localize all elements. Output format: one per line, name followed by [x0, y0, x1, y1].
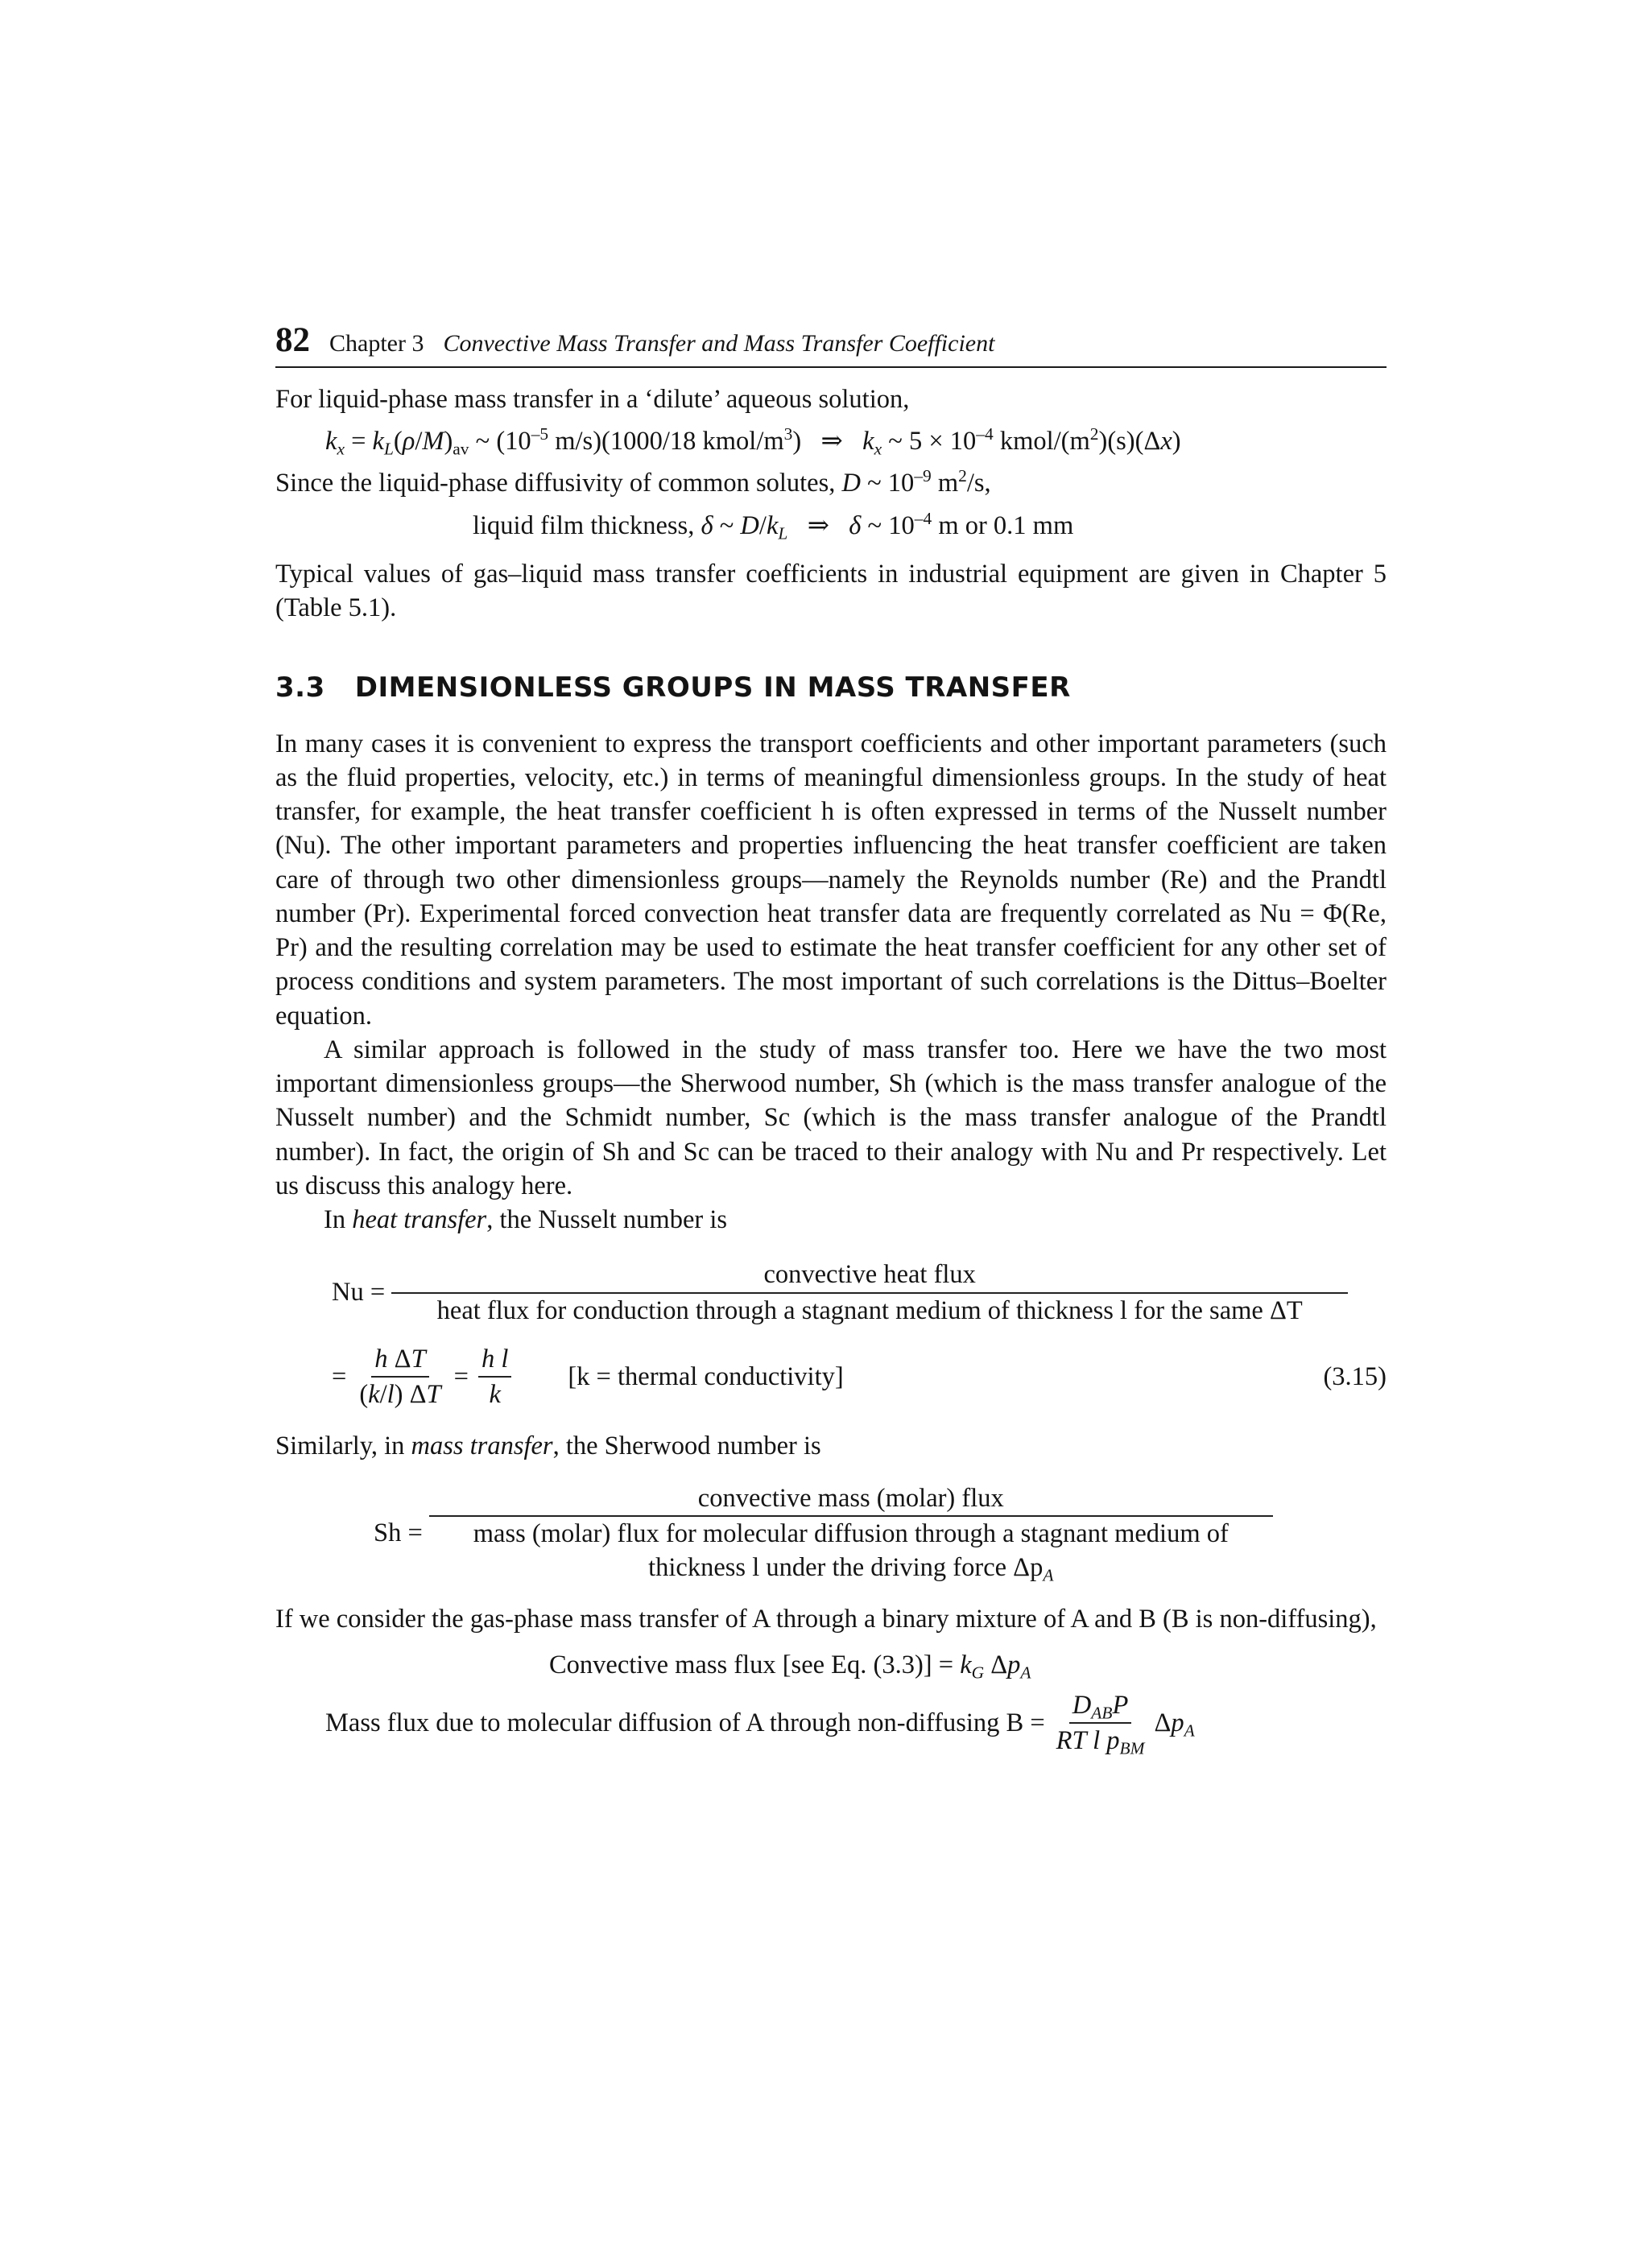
paragraph-2: A similar approach is followed in the study of mass transfer too. Here we have the two most important dimensionless groups—the Sherwood number, Sh (which is the mass transfer analogue of the Nusselt number) and the Schmidt number, Sc (which is the mass transfer analogue of the Prandtl number). In fact, the origin of Sh and Sc can be traced to their analogy with Nu and Pr respectively. Let us discuss this analogy here.: [275, 1035, 1387, 1200]
equation-film-thickness: liquid film thickness, δ ~ $D/k_L$ ⇒ δ ~ $10^{-4}$ m or 0.1 mm: [473, 508, 1074, 543]
page: [275, 318, 1387, 1758]
chapter-label: Chapter 3: [329, 330, 424, 357]
paragraph-1: In many cases it is convenient to express the transport coefficients and other important parameters (such as the fluid properties, velocity, etc.) in terms of meaningful dimensionless groups. In the study of heat transfer, for example, the heat transfer coefficient h is often expressed in terms of the Nusselt number (Nu). The other important parameters and properties influencing the heat transfer coefficient are taken care of through two other dimensionless groups—namely the Reynolds number (Re) and the Prandtl number (Pr). Experimental forced convection heat transfer data are frequently correlated as Nu = Φ(Re, Pr) and the resulting correlation may be used to estimate the heat transfer coefficient for any other set of process conditions and system parameters. The most important of such correlations is the Dittus–Boelter equation.: [275, 729, 1387, 1031]
section-title: DIMENSIONLESS GROUPS IN MASS TRANSFER: [354, 671, 1071, 704]
diffusion-flux-line: Mass flux due to molecular diffusion of A through non-diffusing B = $\frac{D_{AB}P}{RT l p_{BM}}$ $\Delta p_A$: [275, 1688, 1387, 1758]
gas-phase-paragraph: If we consider the gas-phase mass transfer of A through a binary mixture of A and B (B is non-diffusing),: [275, 1605, 1377, 1634]
equation-number: (3.15): [1323, 1361, 1387, 1391]
sh-numerator: convective mass (molar) flux: [429, 1481, 1273, 1517]
nu-numerator: convective heat flux: [391, 1258, 1348, 1293]
nu-lhs: Nu =: [332, 1278, 386, 1308]
chapter-title: Convective Mass Transfer and Mass Transfer Coefficient: [443, 330, 995, 357]
page-number: 82: [275, 321, 310, 359]
intro-line: For liquid-phase mass transfer in a ‘dilute’ aqueous solution,: [275, 384, 910, 414]
nu-denominator: heat flux for conduction through a stagnant medium of thickness l for the same ΔT: [436, 1295, 1303, 1325]
nu-note: [k = thermal conductivity]: [568, 1361, 844, 1391]
diffusivity-line: Since the liquid-phase diffusivity of common solutes, D ~ $10^{-9}$ $m^2/s$,: [275, 466, 991, 498]
convective-flux-line: Convective mass flux [see Eq. $(3.3)] = k_G$ $\Delta p_A$: [549, 1650, 1031, 1682]
section-number: 3.3: [275, 671, 325, 704]
mass-transfer-intro: Similarly, in mass transfer, the Sherwood number is: [275, 1431, 821, 1461]
nusselt-equation: Nu = convective heat flux heat flux for conduction through a stagnant medium of thickness l for the same ΔT = $\frac{\text{h ΔT}}{(k/l) \Delta T}$ = $\frac{\text{h l}}{k}$ [k = thermal conductivity] (3.15): [275, 1258, 1387, 1411]
sherwood-equation: [275, 1481, 1387, 1585]
heat-transfer-intro: In heat transfer, the Nusselt number is: [324, 1205, 728, 1235]
equation-kx: $k_x = k_L(\rho/M)_{av}$ ~ ($10^{-5}$ m/s)(1000/18 kmol/$m^3$) ⇒ $k_x$ ~ $5 \times 10^{-4}$ kmol/$(m^2)(s)(\Delta x)$: [325, 424, 1181, 459]
running-header: [275, 318, 1387, 368]
typical-values-paragraph: Typical values of gas–liquid mass transfer coefficients in industrial equipment are given in Chapter 5 (Table 5.1).: [275, 559, 1387, 623]
sh-denominator: mass (molar) flux for molecular diffusion through a stagnant medium of thickness l under the driving force $\Delta p_A$: [473, 1518, 1229, 1585]
section-heading: [275, 670, 1387, 705]
sh-lhs: Sh =: [374, 1518, 423, 1547]
